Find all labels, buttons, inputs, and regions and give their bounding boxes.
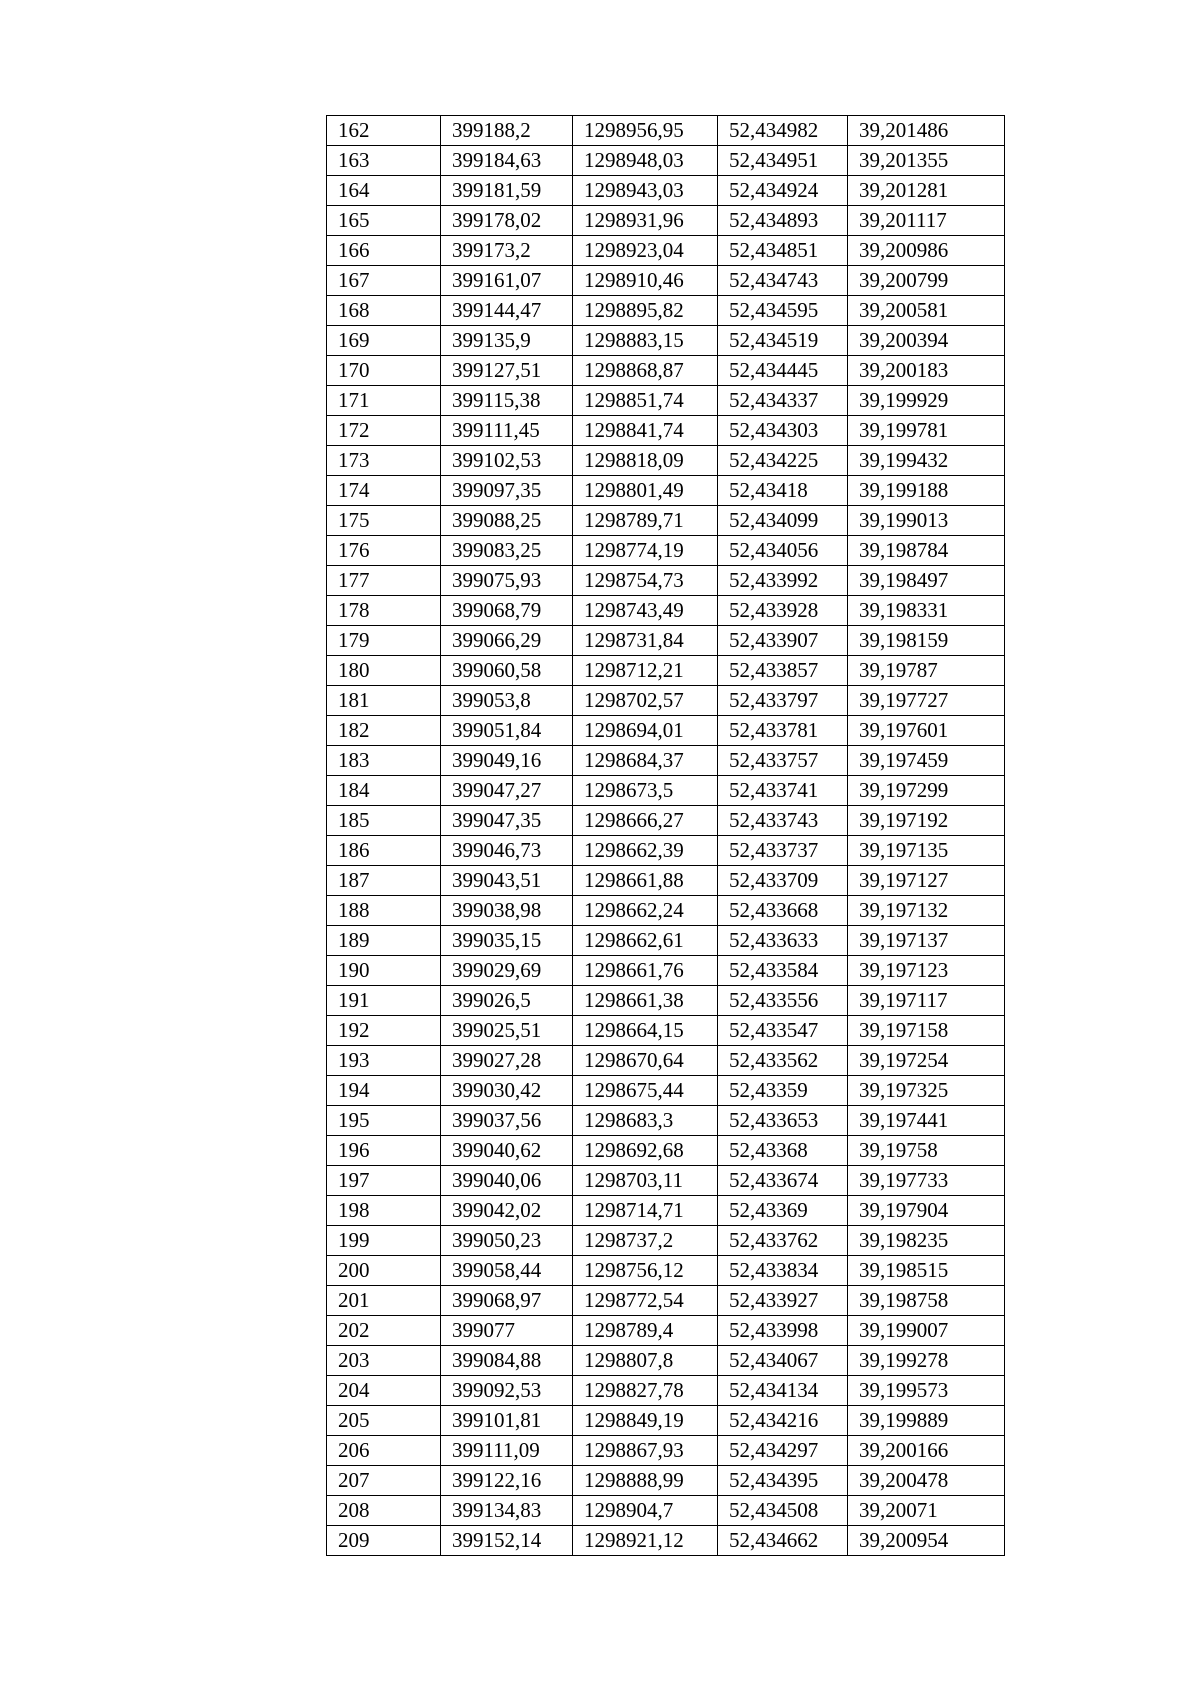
cell-coord-x: 399077: [441, 1316, 573, 1346]
cell-coord-x: 399049,16: [441, 746, 573, 776]
table-row: [327, 596, 1005, 626]
cell-coord-x: 399115,38: [441, 386, 573, 416]
cell-point-number: 193: [327, 1046, 441, 1076]
cell-coord-x: 399068,97: [441, 1286, 573, 1316]
cell-coord-x: 399026,5: [441, 986, 573, 1016]
cell-point-number: 169: [327, 326, 441, 356]
cell-longitude: 39,199929: [848, 386, 1005, 416]
cell-coord-x: 399050,23: [441, 1226, 573, 1256]
cell-latitude: 52,434662: [718, 1526, 848, 1556]
table-row: [327, 1106, 1005, 1136]
cell-coord-y: 1298807,8: [573, 1346, 718, 1376]
cell-coord-x: 399092,53: [441, 1376, 573, 1406]
cell-coord-y: 1298673,5: [573, 776, 718, 806]
table-row: [327, 986, 1005, 1016]
cell-coord-y: 1298664,15: [573, 1016, 718, 1046]
cell-longitude: 39,198331: [848, 596, 1005, 626]
cell-point-number: 201: [327, 1286, 441, 1316]
cell-coord-y: 1298714,71: [573, 1196, 718, 1226]
cell-coord-y: 1298683,3: [573, 1106, 718, 1136]
cell-longitude: 39,200394: [848, 326, 1005, 356]
cell-coord-y: 1298888,99: [573, 1466, 718, 1496]
cell-coord-x: 399047,35: [441, 806, 573, 836]
cell-coord-x: 399097,35: [441, 476, 573, 506]
cell-latitude: 52,433992: [718, 566, 848, 596]
table-row: [327, 386, 1005, 416]
table-row: [327, 926, 1005, 956]
table-row: [327, 1136, 1005, 1166]
cell-coord-y: 1298702,57: [573, 686, 718, 716]
cell-point-number: 209: [327, 1526, 441, 1556]
cell-point-number: 166: [327, 236, 441, 266]
table-row: [327, 1316, 1005, 1346]
cell-longitude: 39,197158: [848, 1016, 1005, 1046]
cell-latitude: 52,434225: [718, 446, 848, 476]
cell-coord-y: 1298737,2: [573, 1226, 718, 1256]
cell-coord-y: 1298789,71: [573, 506, 718, 536]
table-row: [327, 1196, 1005, 1226]
cell-coord-y: 1298774,19: [573, 536, 718, 566]
cell-point-number: 203: [327, 1346, 441, 1376]
cell-point-number: 207: [327, 1466, 441, 1496]
cell-latitude: 52,433547: [718, 1016, 848, 1046]
cell-coord-x: 399025,51: [441, 1016, 573, 1046]
table-row: [327, 116, 1005, 146]
table-row: [327, 1346, 1005, 1376]
cell-coord-x: 399161,07: [441, 266, 573, 296]
cell-coord-y: 1298731,84: [573, 626, 718, 656]
cell-coord-x: 399102,53: [441, 446, 573, 476]
cell-latitude: 52,433633: [718, 926, 848, 956]
cell-point-number: 186: [327, 836, 441, 866]
cell-point-number: 190: [327, 956, 441, 986]
cell-point-number: 167: [327, 266, 441, 296]
cell-point-number: 172: [327, 416, 441, 446]
cell-latitude: 52,434395: [718, 1466, 848, 1496]
cell-longitude: 39,197727: [848, 686, 1005, 716]
cell-coord-y: 1298895,82: [573, 296, 718, 326]
cell-point-number: 178: [327, 596, 441, 626]
cell-point-number: 199: [327, 1226, 441, 1256]
cell-latitude: 52,433834: [718, 1256, 848, 1286]
cell-coord-y: 1298661,88: [573, 866, 718, 896]
cell-point-number: 187: [327, 866, 441, 896]
cell-point-number: 189: [327, 926, 441, 956]
cell-point-number: 202: [327, 1316, 441, 1346]
cell-longitude: 39,199781: [848, 416, 1005, 446]
cell-point-number: 185: [327, 806, 441, 836]
cell-latitude: 52,43418: [718, 476, 848, 506]
cell-latitude: 52,434303: [718, 416, 848, 446]
cell-latitude: 52,433757: [718, 746, 848, 776]
cell-coord-x: 399134,83: [441, 1496, 573, 1526]
cell-coord-x: 399040,62: [441, 1136, 573, 1166]
cell-coord-y: 1298910,46: [573, 266, 718, 296]
cell-coord-x: 399188,2: [441, 116, 573, 146]
cell-coord-y: 1298743,49: [573, 596, 718, 626]
cell-coord-y: 1298818,09: [573, 446, 718, 476]
cell-coord-x: 399051,84: [441, 716, 573, 746]
table-row: [327, 356, 1005, 386]
cell-longitude: 39,198758: [848, 1286, 1005, 1316]
cell-longitude: 39,200986: [848, 236, 1005, 266]
cell-point-number: 192: [327, 1016, 441, 1046]
cell-point-number: 165: [327, 206, 441, 236]
cell-coord-y: 1298849,19: [573, 1406, 718, 1436]
table-row: [327, 1376, 1005, 1406]
cell-coord-y: 1298883,15: [573, 326, 718, 356]
cell-point-number: 177: [327, 566, 441, 596]
cell-point-number: 206: [327, 1436, 441, 1466]
cell-coord-x: 399042,02: [441, 1196, 573, 1226]
table-row: [327, 806, 1005, 836]
table-row: [327, 1226, 1005, 1256]
cell-longitude: 39,199013: [848, 506, 1005, 536]
table-row: [327, 1406, 1005, 1436]
cell-point-number: 208: [327, 1496, 441, 1526]
table-row: [327, 326, 1005, 356]
cell-latitude: 52,433781: [718, 716, 848, 746]
cell-latitude: 52,434508: [718, 1496, 848, 1526]
cell-coord-x: 399068,79: [441, 596, 573, 626]
cell-point-number: 170: [327, 356, 441, 386]
cell-coord-x: 399111,45: [441, 416, 573, 446]
cell-point-number: 191: [327, 986, 441, 1016]
cell-latitude: 52,43369: [718, 1196, 848, 1226]
cell-coord-x: 399066,29: [441, 626, 573, 656]
cell-latitude: 52,433737: [718, 836, 848, 866]
cell-latitude: 52,43359: [718, 1076, 848, 1106]
cell-longitude: 39,198497: [848, 566, 1005, 596]
cell-point-number: 173: [327, 446, 441, 476]
cell-latitude: 52,433668: [718, 896, 848, 926]
cell-longitude: 39,197904: [848, 1196, 1005, 1226]
cell-point-number: 204: [327, 1376, 441, 1406]
cell-latitude: 52,433741: [718, 776, 848, 806]
table-row: [327, 1166, 1005, 1196]
cell-latitude: 52,434951: [718, 146, 848, 176]
cell-coord-x: 399037,56: [441, 1106, 573, 1136]
cell-longitude: 39,199889: [848, 1406, 1005, 1436]
cell-point-number: 163: [327, 146, 441, 176]
cell-point-number: 196: [327, 1136, 441, 1166]
cell-coord-y: 1298956,95: [573, 116, 718, 146]
table-row: [327, 1016, 1005, 1046]
cell-point-number: 162: [327, 116, 441, 146]
cell-coord-y: 1298712,21: [573, 656, 718, 686]
cell-coord-x: 399083,25: [441, 536, 573, 566]
cell-coord-y: 1298841,74: [573, 416, 718, 446]
cell-point-number: 175: [327, 506, 441, 536]
cell-longitude: 39,198784: [848, 536, 1005, 566]
table-row: [327, 446, 1005, 476]
table-row: [327, 1496, 1005, 1526]
cell-latitude: 52,43368: [718, 1136, 848, 1166]
cell-point-number: 195: [327, 1106, 441, 1136]
cell-latitude: 52,434216: [718, 1406, 848, 1436]
cell-longitude: 39,199432: [848, 446, 1005, 476]
cell-coord-y: 1298868,87: [573, 356, 718, 386]
cell-latitude: 52,434982: [718, 116, 848, 146]
cell-longitude: 39,197127: [848, 866, 1005, 896]
cell-latitude: 52,433857: [718, 656, 848, 686]
cell-longitude: 39,199188: [848, 476, 1005, 506]
cell-longitude: 39,197459: [848, 746, 1005, 776]
cell-point-number: 181: [327, 686, 441, 716]
cell-coord-y: 1298661,38: [573, 986, 718, 1016]
cell-longitude: 39,201117: [848, 206, 1005, 236]
cell-longitude: 39,197254: [848, 1046, 1005, 1076]
cell-point-number: 184: [327, 776, 441, 806]
cell-point-number: 168: [327, 296, 441, 326]
table-row: [327, 1466, 1005, 1496]
cell-point-number: 183: [327, 746, 441, 776]
cell-coord-x: 399127,51: [441, 356, 573, 386]
cell-coord-y: 1298661,76: [573, 956, 718, 986]
cell-coord-x: 399184,63: [441, 146, 573, 176]
cell-coord-x: 399135,9: [441, 326, 573, 356]
cell-coord-x: 399084,88: [441, 1346, 573, 1376]
cell-coord-x: 399038,98: [441, 896, 573, 926]
cell-coord-x: 399027,28: [441, 1046, 573, 1076]
table-row: [327, 266, 1005, 296]
cell-coord-x: 399043,51: [441, 866, 573, 896]
cell-coord-y: 1298867,93: [573, 1436, 718, 1466]
cell-latitude: 52,434519: [718, 326, 848, 356]
cell-coord-y: 1298948,03: [573, 146, 718, 176]
cell-point-number: 174: [327, 476, 441, 506]
table-row: [327, 716, 1005, 746]
cell-coord-x: 399058,44: [441, 1256, 573, 1286]
table-row: [327, 656, 1005, 686]
cell-coord-x: 399046,73: [441, 836, 573, 866]
cell-longitude: 39,199007: [848, 1316, 1005, 1346]
table-row: [327, 506, 1005, 536]
cell-longitude: 39,201486: [848, 116, 1005, 146]
cell-coord-y: 1298851,74: [573, 386, 718, 416]
cell-longitude: 39,197192: [848, 806, 1005, 836]
cell-coord-x: 399181,59: [441, 176, 573, 206]
table-row: [327, 626, 1005, 656]
cell-latitude: 52,434056: [718, 536, 848, 566]
cell-coord-y: 1298666,27: [573, 806, 718, 836]
cell-coord-x: 399173,2: [441, 236, 573, 266]
cell-longitude: 39,199278: [848, 1346, 1005, 1376]
cell-coord-y: 1298692,68: [573, 1136, 718, 1166]
cell-latitude: 52,433674: [718, 1166, 848, 1196]
table-row: [327, 776, 1005, 806]
cell-latitude: 52,433562: [718, 1046, 848, 1076]
cell-coord-x: 399029,69: [441, 956, 573, 986]
table-row: [327, 206, 1005, 236]
table-row: [327, 236, 1005, 266]
cell-coord-x: 399040,06: [441, 1166, 573, 1196]
cell-longitude: 39,197132: [848, 896, 1005, 926]
cell-coord-x: 399144,47: [441, 296, 573, 326]
cell-longitude: 39,197325: [848, 1076, 1005, 1106]
cell-point-number: 200: [327, 1256, 441, 1286]
cell-longitude: 39,200799: [848, 266, 1005, 296]
cell-longitude: 39,197441: [848, 1106, 1005, 1136]
cell-coord-y: 1298923,04: [573, 236, 718, 266]
cell-latitude: 52,433556: [718, 986, 848, 1016]
cell-longitude: 39,197733: [848, 1166, 1005, 1196]
cell-latitude: 52,433907: [718, 626, 848, 656]
cell-coord-x: 399075,93: [441, 566, 573, 596]
cell-point-number: 198: [327, 1196, 441, 1226]
cell-coord-x: 399111,09: [441, 1436, 573, 1466]
cell-longitude: 39,198235: [848, 1226, 1005, 1256]
cell-longitude: 39,200581: [848, 296, 1005, 326]
cell-longitude: 39,19787: [848, 656, 1005, 686]
cell-longitude: 39,200478: [848, 1466, 1005, 1496]
cell-longitude: 39,197123: [848, 956, 1005, 986]
table-row: [327, 416, 1005, 446]
cell-coord-y: 1298703,11: [573, 1166, 718, 1196]
cell-coord-y: 1298670,64: [573, 1046, 718, 1076]
cell-coord-x: 399152,14: [441, 1526, 573, 1556]
cell-point-number: 182: [327, 716, 441, 746]
cell-latitude: 52,434743: [718, 266, 848, 296]
table-row: [327, 896, 1005, 926]
cell-coord-x: 399122,16: [441, 1466, 573, 1496]
cell-point-number: 179: [327, 626, 441, 656]
cell-coord-y: 1298789,4: [573, 1316, 718, 1346]
cell-coord-x: 399047,27: [441, 776, 573, 806]
table-row: [327, 566, 1005, 596]
cell-point-number: 194: [327, 1076, 441, 1106]
table-row: [327, 746, 1005, 776]
cell-latitude: 52,434924: [718, 176, 848, 206]
table-row: [327, 1436, 1005, 1466]
table-row: [327, 296, 1005, 326]
cell-point-number: 197: [327, 1166, 441, 1196]
cell-coord-y: 1298694,01: [573, 716, 718, 746]
cell-coord-y: 1298675,44: [573, 1076, 718, 1106]
cell-coord-y: 1298827,78: [573, 1376, 718, 1406]
cell-latitude: 52,433762: [718, 1226, 848, 1256]
table-row: [327, 1076, 1005, 1106]
cell-longitude: 39,200166: [848, 1436, 1005, 1466]
cell-latitude: 52,433709: [718, 866, 848, 896]
table-row: [327, 1046, 1005, 1076]
cell-latitude: 52,434297: [718, 1436, 848, 1466]
cell-latitude: 52,434067: [718, 1346, 848, 1376]
cell-coord-y: 1298754,73: [573, 566, 718, 596]
table-row: [327, 836, 1005, 866]
cell-point-number: 176: [327, 536, 441, 566]
table-row: [327, 866, 1005, 896]
cell-longitude: 39,197601: [848, 716, 1005, 746]
cell-coord-x: 399088,25: [441, 506, 573, 536]
cell-longitude: 39,197299: [848, 776, 1005, 806]
cell-latitude: 52,433928: [718, 596, 848, 626]
cell-coord-x: 399053,8: [441, 686, 573, 716]
cell-latitude: 52,434445: [718, 356, 848, 386]
table-row: [327, 476, 1005, 506]
cell-latitude: 52,434337: [718, 386, 848, 416]
cell-coord-y: 1298801,49: [573, 476, 718, 506]
cell-longitude: 39,198515: [848, 1256, 1005, 1286]
cell-coord-y: 1298772,54: [573, 1286, 718, 1316]
cell-coord-x: 399035,15: [441, 926, 573, 956]
cell-longitude: 39,201281: [848, 176, 1005, 206]
cell-point-number: 205: [327, 1406, 441, 1436]
cell-point-number: 164: [327, 176, 441, 206]
table-row: [327, 536, 1005, 566]
cell-point-number: 180: [327, 656, 441, 686]
cell-latitude: 52,434595: [718, 296, 848, 326]
cell-latitude: 52,434134: [718, 1376, 848, 1406]
cell-latitude: 52,433584: [718, 956, 848, 986]
table-row: [327, 956, 1005, 986]
cell-latitude: 52,434099: [718, 506, 848, 536]
cell-coord-y: 1298943,03: [573, 176, 718, 206]
cell-longitude: 39,201355: [848, 146, 1005, 176]
cell-longitude: 39,197137: [848, 926, 1005, 956]
cell-coord-x: 399030,42: [441, 1076, 573, 1106]
cell-coord-y: 1298662,39: [573, 836, 718, 866]
cell-latitude: 52,433797: [718, 686, 848, 716]
cell-latitude: 52,434893: [718, 206, 848, 236]
cell-point-number: 171: [327, 386, 441, 416]
cell-longitude: 39,197135: [848, 836, 1005, 866]
cell-longitude: 39,200954: [848, 1526, 1005, 1556]
cell-longitude: 39,20071: [848, 1496, 1005, 1526]
cell-coord-y: 1298662,24: [573, 896, 718, 926]
cell-point-number: 188: [327, 896, 441, 926]
cell-coord-y: 1298931,96: [573, 206, 718, 236]
cell-longitude: 39,200183: [848, 356, 1005, 386]
table-row: [327, 1286, 1005, 1316]
cell-coord-x: 399178,02: [441, 206, 573, 236]
coordinates-table: [326, 115, 1005, 1556]
cell-coord-y: 1298662,61: [573, 926, 718, 956]
cell-coord-y: 1298756,12: [573, 1256, 718, 1286]
cell-coord-y: 1298904,7: [573, 1496, 718, 1526]
table-row: [327, 686, 1005, 716]
cell-coord-x: 399060,58: [441, 656, 573, 686]
cell-longitude: 39,19758: [848, 1136, 1005, 1166]
cell-longitude: 39,197117: [848, 986, 1005, 1016]
cell-latitude: 52,433927: [718, 1286, 848, 1316]
table-row: [327, 1256, 1005, 1286]
cell-longitude: 39,199573: [848, 1376, 1005, 1406]
cell-latitude: 52,434851: [718, 236, 848, 266]
cell-latitude: 52,433998: [718, 1316, 848, 1346]
table-row: [327, 176, 1005, 206]
table-row: [327, 146, 1005, 176]
table-row: [327, 1526, 1005, 1556]
cell-latitude: 52,433743: [718, 806, 848, 836]
cell-coord-x: 399101,81: [441, 1406, 573, 1436]
cell-longitude: 39,198159: [848, 626, 1005, 656]
cell-coord-y: 1298684,37: [573, 746, 718, 776]
cell-latitude: 52,433653: [718, 1106, 848, 1136]
coordinates-table-body: [327, 116, 1005, 1556]
cell-coord-y: 1298921,12: [573, 1526, 718, 1556]
